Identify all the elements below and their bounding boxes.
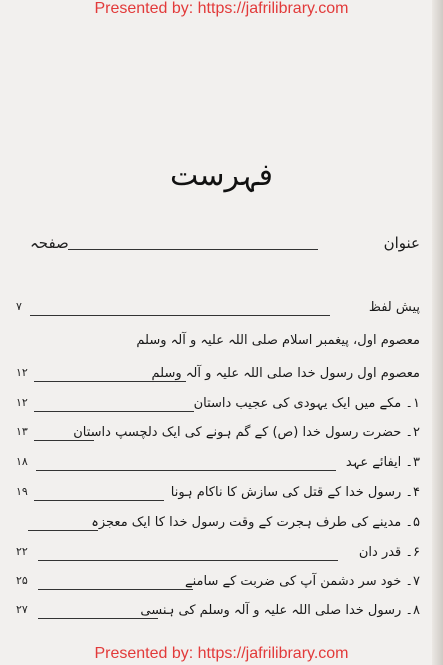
toc-entry[interactable]: [16, 545, 420, 569]
toc-entry-text: ۵۔ مدینے کی طرف ہجرت کے وقت رسول خدا کا ایک معجزہ: [91, 515, 420, 530]
toc-entry[interactable]: [16, 425, 420, 449]
toc-entry-text: ۲۔ حضرت رسول خدا (ص) کے گم ہونے کی ایک دلچسپ داستان: [73, 425, 420, 440]
presented-by-banner-bottom[interactable]: Presented by: https://jafrilibrary.com: [94, 645, 349, 662]
header-rule: [68, 249, 318, 250]
toc-entry-text: ۱۔ مکے میں ایک یہودی کی عجیب داستان: [193, 396, 420, 411]
toc-entry-text: ۸۔ رسول خدا صلی اللہ علیہ و آلہ وسلم کی ہنسی: [140, 603, 420, 618]
toc-header: [16, 234, 420, 258]
toc-entry-text: ۶۔ قدر دان: [358, 545, 420, 560]
toc-entry-page: ۱۲: [16, 366, 28, 379]
toc-leader-line: [28, 530, 98, 531]
toc-entry[interactable]: [16, 515, 420, 539]
toc-entry[interactable]: [16, 396, 420, 420]
toc-entry-page: ۱۲: [16, 396, 28, 409]
toc-entry[interactable]: [16, 455, 420, 479]
toc-entry-text: معصوم اول، پیغمبر اسلام صلی اللہ علیہ و آلہ وسلم: [136, 333, 420, 348]
toc-entry-text: ۴۔ رسول خدا کے قتل کی سازش کا ناکام ہونا: [170, 485, 420, 500]
toc-entry-page: ۷: [16, 300, 22, 313]
page-edge-shadow: [432, 0, 443, 665]
toc-entry[interactable]: [16, 574, 420, 598]
toc-entry-page: ۲۲: [16, 545, 28, 558]
toc-entry-text: معصوم اول رسول خدا صلی اللہ علیہ و آلہ وسلم: [151, 366, 420, 381]
toc-entry-page: ۱۸: [16, 455, 28, 468]
toc-leader-line: [34, 381, 186, 382]
toc-leader-line: [34, 440, 94, 441]
toc-entry-page: ۱۳: [16, 425, 28, 438]
toc-entry-text: پیش لفظ: [368, 300, 420, 315]
toc-leader-line: [38, 618, 158, 619]
toc-leader-line: [38, 589, 193, 590]
toc-leader-line: [34, 500, 164, 501]
toc-entry[interactable]: [16, 485, 420, 509]
header-topic: عنوان: [383, 234, 420, 252]
header-page: صفحہ: [30, 234, 69, 252]
toc-leader-line: [36, 470, 336, 471]
toc-entry[interactable]: [16, 603, 420, 627]
page-title: فہرست: [169, 158, 274, 193]
toc-entry-page: ۲۷: [16, 603, 28, 616]
toc-leader-line: [34, 411, 194, 412]
toc-section-heading[interactable]: [16, 333, 420, 357]
toc-leader-line: [30, 315, 330, 316]
toc-entry-text: ۷۔ خود سر دشمن آپ کی ضربت کے سامنے: [185, 574, 420, 589]
toc-leader-line: [38, 560, 338, 561]
presented-by-banner-top[interactable]: Presented by: https://jafrilibrary.com: [94, 0, 349, 17]
toc-entry-page: ۱۹: [16, 485, 28, 498]
toc-entry[interactable]: [16, 366, 420, 390]
toc-entry-text: ۳۔ ایفائے عہد: [345, 455, 420, 470]
toc-entry-page: ۲۵: [16, 574, 28, 587]
toc-entry[interactable]: [16, 300, 420, 324]
